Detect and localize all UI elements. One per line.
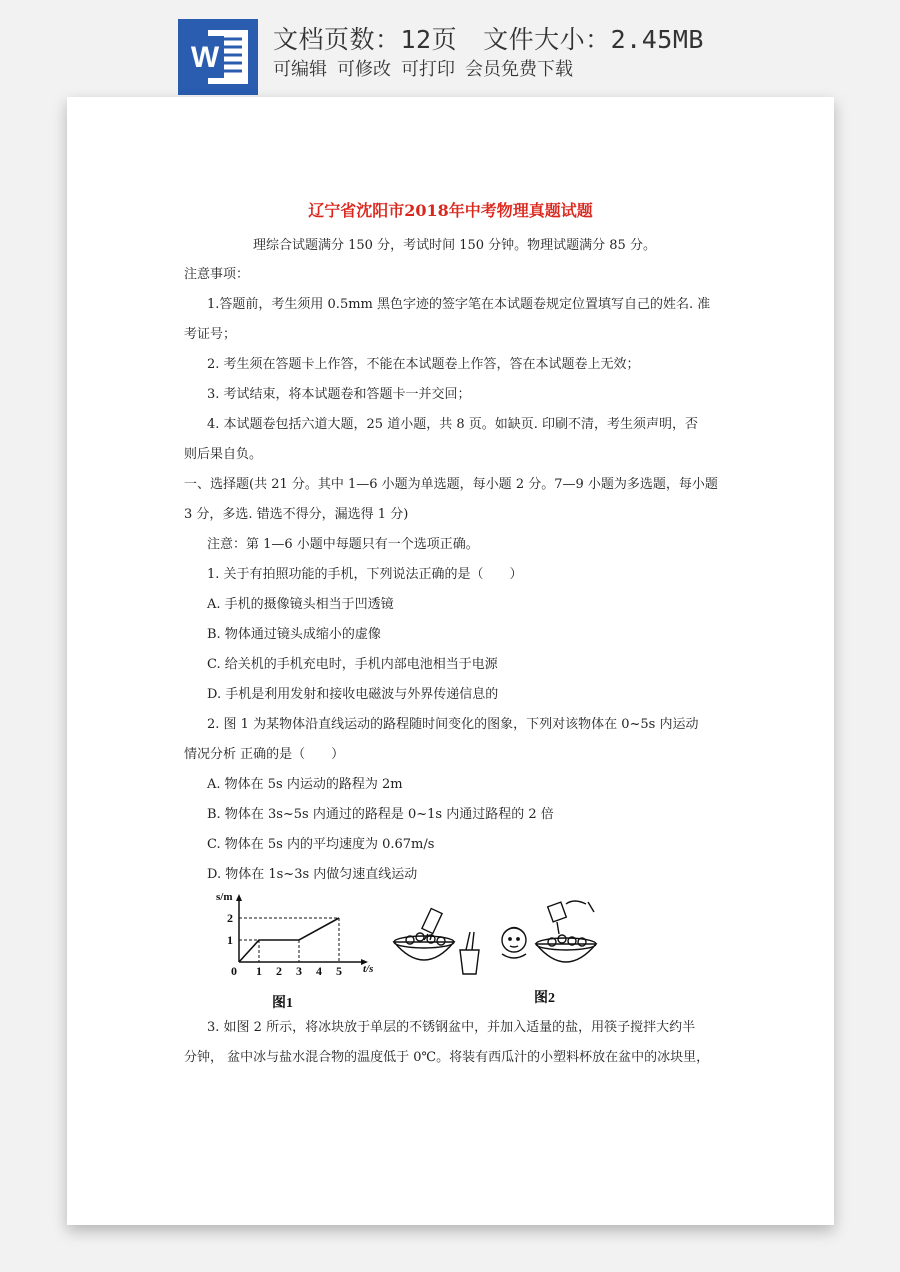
text-line: A. 手机的摄像镜头相当于凹透镜 xyxy=(207,597,394,612)
word-document-icon xyxy=(178,19,258,95)
figure-1-tick-labels xyxy=(227,911,342,978)
text-line: 考证号； xyxy=(184,327,237,342)
y-tick-label: 1 xyxy=(227,933,233,947)
steel-bowl-right xyxy=(536,944,596,962)
text-line: 3 分，多选. 错选不得分，漏选得 1 分) xyxy=(184,507,409,522)
text-line: C. 给关机的手机充电时，手机内部电池相当于电源 xyxy=(207,657,498,672)
steel-bowl-left xyxy=(394,942,454,960)
page-count: 文档页数：12页 xyxy=(273,25,458,54)
text-line: B. 物体在 3s~5s 内通过的路程是 0~1s 内通过路程的 2 倍 xyxy=(207,807,554,822)
text-line: 1. 关于有拍照功能的手机，下列说法正确的是（ ） xyxy=(207,567,523,582)
feature-printable: 可打印 xyxy=(401,59,455,80)
text-line: 则后果自负。 xyxy=(184,447,263,462)
figure-1-caption: 图1 xyxy=(272,996,293,1010)
x-tick-label: 5 xyxy=(336,964,342,978)
figures-area xyxy=(214,890,614,1010)
figure-2-caption: 图2 xyxy=(534,991,555,1006)
feature-member-download: 会员免费下载 xyxy=(465,59,573,80)
feature-list xyxy=(273,55,583,81)
text-line: D. 手机是利用发射和接收电磁波与外界传递信息的 xyxy=(207,687,499,702)
text-line: C. 物体在 5s 内的平均速度为 0.67m/s xyxy=(207,837,435,852)
figure-2-illustration xyxy=(394,901,596,1006)
text-line: 1.答题前，考生须用 0.5mm 黑色字迹的签字笔在本试题卷规定位置填写自己的姓名. 准 xyxy=(207,297,711,312)
figure-1-graph xyxy=(216,891,373,1010)
text-line: 分钟， 盆中冰与盐水混合物的温度低于 0℃。将装有西瓜汁的小塑料杯放在盆中的冰块里， xyxy=(184,1050,710,1065)
document-meta xyxy=(273,20,704,56)
text-line: 3. 如图 2 所示，将冰块放于单层的不锈钢盆中，并加入适量的盐，用筷子搅拌大约半 xyxy=(207,1020,696,1035)
x-axis-label: t/s xyxy=(363,963,374,975)
y-axis-arrow xyxy=(236,894,242,901)
y-tick-label: 2 xyxy=(227,911,233,925)
text-line: 3. 考试结束，将本试题卷和答题卡一并交回； xyxy=(207,387,471,402)
file-size: 文件大小：2.45MB xyxy=(483,25,704,54)
text-line: A. 物体在 5s 内运动的路程为 2m xyxy=(207,777,403,792)
text-line: 一、选择题(共 21 分。其中 1—6 小题为单选题，每小题 2 分。7—9 小题为多选题，每小题 xyxy=(184,477,718,492)
text-line: 注意事项： xyxy=(184,267,250,282)
x-tick-label: 0 xyxy=(231,964,237,978)
salt-bottle xyxy=(422,908,442,940)
text-line: 2. 考生须在答题卡上作答，不能在本试题卷上作答，答在本试题卷上无效； xyxy=(207,357,640,372)
text-line: 理综合试题满分 150 分，考试时间 150 分钟。物理试题满分 85 分。 xyxy=(253,238,656,253)
cup-with-chopsticks xyxy=(460,932,479,974)
pouring-hand xyxy=(548,901,594,934)
feature-editable: 可编辑 xyxy=(273,59,327,80)
text-line: 2. 图 1 为某物体沿直线运动的路程随时间变化的图象，下列对该物体在 0~5s 内运动 xyxy=(207,717,699,732)
text-line: 4. 本试题卷包括六道大题，25 道小题，共 8 页。如缺页. 印刷不清，考生须声明，否 xyxy=(207,417,699,432)
child-figure xyxy=(502,928,526,959)
text-line: D. 物体在 1s~3s 内做匀速直线运动 xyxy=(207,867,418,882)
document-page xyxy=(67,97,834,1225)
svg-text:W: W xyxy=(190,41,220,74)
text-line: 情况分析 正确的是（ ） xyxy=(184,747,345,762)
x-tick-label: 1 xyxy=(256,964,262,978)
y-axis-label: s/m xyxy=(216,891,233,903)
text-line: 注意：第 1—6 小题中每题只有一个选项正确。 xyxy=(207,537,479,552)
x-tick-label: 3 xyxy=(296,964,302,978)
text-line: B. 物体通过镜头成缩小的虚像 xyxy=(207,627,381,642)
document-info-header xyxy=(0,0,900,100)
feature-modifiable: 可修改 xyxy=(337,59,391,80)
x-tick-label: 2 xyxy=(276,964,282,978)
document-title: 辽宁省沈阳市2018年中考物理真题试题 xyxy=(308,201,593,220)
x-tick-label: 4 xyxy=(316,964,322,978)
